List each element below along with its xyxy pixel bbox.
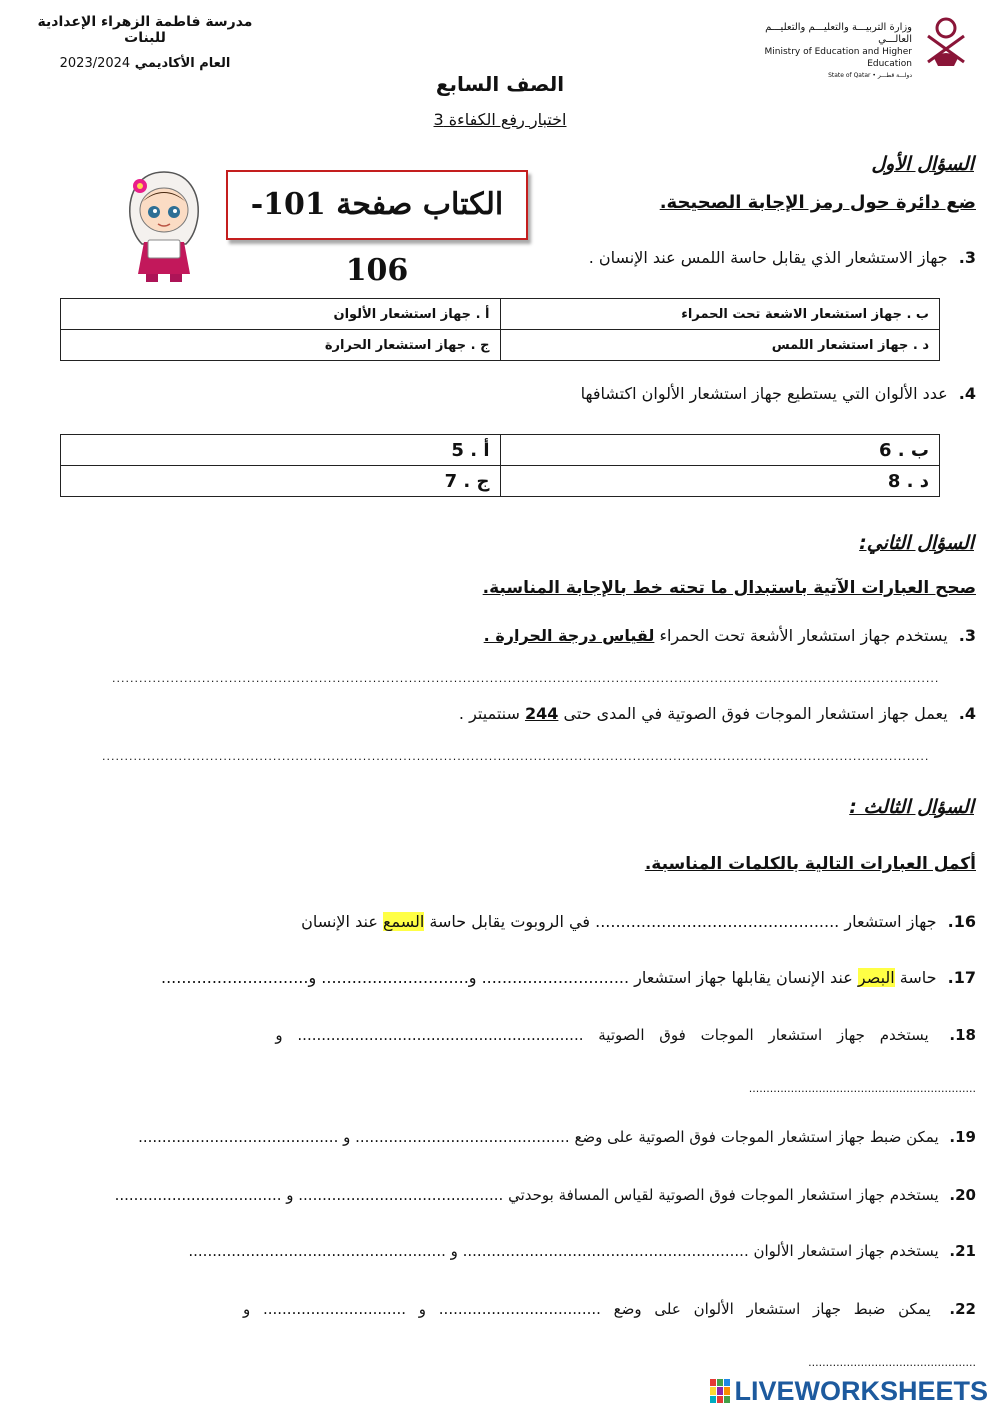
underlined-number: 244 xyxy=(524,704,559,723)
qatar-emblem-icon xyxy=(920,12,972,68)
grade-title: الصف السابع xyxy=(435,72,565,96)
q1-instruction: ضع دائرة حول رمز الإجابة الصحيحة. xyxy=(659,192,976,213)
item-text[interactable]: جهاز استشعار ................................................ في الروبوت يقابل حاسة xyxy=(424,912,937,931)
item-text: حاسة xyxy=(894,968,937,987)
item-text[interactable]: يستخدم جهاز استشعار الألوان ............................................................ و ...................................................... xyxy=(188,1242,939,1260)
q2-answer-line-1[interactable]: ........................................................................................................................................................................................ xyxy=(112,672,940,685)
item-text-after: سنتميتر . xyxy=(458,704,525,723)
q3-item-21 xyxy=(188,1242,976,1260)
exam-title: اختبار رفع الكفاءة 3 xyxy=(433,110,567,129)
q2-answer-line-2[interactable]: ........................................................................................................................................................................................ xyxy=(102,750,930,763)
option-c[interactable]: ج . جهاز استشعار الحرارة xyxy=(61,330,501,361)
liveworksheets-logo xyxy=(710,1374,988,1408)
item-text: جهاز الاستشعار الذي يقابل حاسة اللمس عند الإنسان . xyxy=(588,248,948,267)
q2-instruction: صحح العبارات الآتية باستبدال ما تحته خط بالإجابة المناسبة. xyxy=(482,578,976,598)
academic-year-line xyxy=(20,56,270,71)
underlined-phrase: لقياس درجة الحرارة . xyxy=(483,626,655,645)
option-b[interactable]: ب . جهاز استشعار الاشعة تحت الحمراء xyxy=(500,299,940,330)
q3-item-22-continuation[interactable]: ................................................ xyxy=(808,1356,976,1369)
ministry-name-ar: وزارة التربيـــة والتعليـــم والتعليـــم العالـــي xyxy=(765,22,912,45)
q3-heading: السؤال الثالث : xyxy=(849,796,974,818)
item-number: 19. xyxy=(949,1128,976,1146)
highlighted-word: البصر xyxy=(857,968,895,987)
item-number: 4. xyxy=(958,704,976,723)
item-text-after: عند الإنسان xyxy=(301,912,383,931)
option-a[interactable]: أ . 5 xyxy=(61,435,501,466)
q2-heading: السؤال الثاني: xyxy=(859,532,974,554)
item-number: 22. xyxy=(949,1300,976,1318)
item-text: يستخدم جهاز استشعار الأشعة تحت الحمراء xyxy=(654,626,948,645)
item-number: 18. xyxy=(949,1026,976,1044)
q1-item-4 xyxy=(581,384,976,403)
q1-item-3 xyxy=(589,248,976,267)
item-number: 4. xyxy=(958,384,976,403)
option-d[interactable]: د . 8 xyxy=(500,466,940,497)
item-number: 16. xyxy=(947,912,976,931)
girl-cartoon-icon xyxy=(118,166,210,284)
book-pages-box xyxy=(226,170,528,288)
item-number: 3. xyxy=(958,248,976,267)
item-text-after[interactable]: عند الإنسان يقابلها جهاز استشعار ............................. و............................. و............................. xyxy=(160,968,858,987)
school-name: مدرسة فاطمة الزهراء الإعدادية للبنات xyxy=(37,14,253,46)
highlighted-word: السمع xyxy=(382,912,425,931)
book-pages-label: الكتاب صفحة 101-106 xyxy=(250,187,504,288)
item-number: 21. xyxy=(949,1242,976,1260)
option-b[interactable]: ب . 6 xyxy=(500,435,940,466)
item-number: 20. xyxy=(949,1186,976,1204)
ministry-logo xyxy=(732,12,972,79)
liveworksheets-grid-icon xyxy=(710,1379,730,1403)
item-text[interactable]: يستخدم جهاز استشعار الموجات فوق الصوتية لقياس المسافة بوحدتي ........................................... و ................................... xyxy=(114,1186,939,1204)
q3-instruction: أكمل العبارات التالية بالكلمات المناسبة. xyxy=(644,854,976,874)
option-d[interactable]: د . جهاز استشعار اللمس xyxy=(500,330,940,361)
item-text: يعمل جهاز استشعار الموجات فوق الصوتية في المدى حتى xyxy=(558,704,948,723)
q1-item-4-options xyxy=(60,434,940,497)
item-number: 3. xyxy=(958,626,976,645)
academic-year-label: العام الأكاديمي xyxy=(134,56,231,71)
school-header xyxy=(20,14,270,71)
item-text[interactable]: يمكن ضبط جهاز استشعار الألوان على وضع .................................. و .............................. و xyxy=(242,1300,931,1318)
q1-heading: السؤال الأول xyxy=(871,153,974,175)
q3-item-18 xyxy=(275,1026,976,1044)
q3-item-16 xyxy=(301,912,976,931)
item-text: عدد الألوان التي يستطيع جهاز استشعار الألوان اكتشافها xyxy=(580,384,948,403)
q3-item-20 xyxy=(115,1186,976,1204)
q2-item-4 xyxy=(459,704,976,723)
option-a[interactable]: أ . جهاز استشعار الألوان xyxy=(61,299,501,330)
q3-item-19 xyxy=(138,1128,976,1146)
item-text[interactable]: يستخدم جهاز استشعار الموجات فوق الصوتية ............................................................ و xyxy=(275,1026,929,1044)
item-number: 17. xyxy=(947,968,976,987)
q3-item-17 xyxy=(161,968,976,987)
liveworksheets-brand: LIVEWORKSHEETS xyxy=(734,1375,988,1406)
ministry-name-en: Ministry of Education and Higher Education xyxy=(764,47,912,69)
q3-item-18-continuation[interactable]: ................................................................. xyxy=(748,1082,976,1095)
ministry-state: State of Qatar • دولـــة قطـــر xyxy=(828,72,912,79)
option-c[interactable]: ج . 7 xyxy=(61,466,501,497)
q3-item-22 xyxy=(243,1300,976,1318)
q2-item-3 xyxy=(484,626,976,645)
academic-year: 2023/2024 xyxy=(59,56,131,71)
item-text[interactable]: يمكن ضبط جهاز استشعار الموجات فوق الصوتية على وضع ............................................. و .......................................... xyxy=(138,1128,939,1146)
q1-item-3-options xyxy=(60,298,940,361)
